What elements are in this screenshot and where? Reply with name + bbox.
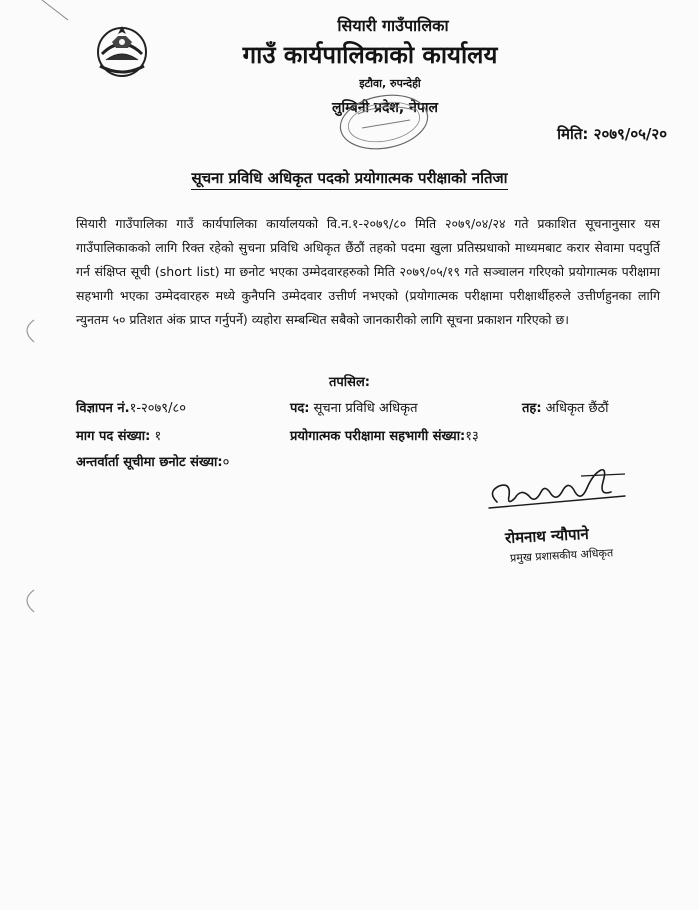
notice-subject [0, 168, 699, 188]
office-name: गाउँ कार्यपालिकाको कार्यालय [242, 41, 498, 69]
level-field [522, 398, 609, 416]
punch-hole-mark [18, 318, 38, 344]
issue-date [557, 124, 667, 144]
level-value: अधिकृत छैंठौं [545, 401, 609, 416]
interview-value: ० [222, 455, 230, 470]
office-stamp [328, 84, 438, 152]
municipality-name: सियारी गाउँपालिका [337, 16, 449, 35]
punch-hole-mark [18, 588, 38, 614]
province-name: लुम्बिनी प्रदेश, नेपाल [332, 100, 438, 116]
signatory-name: रोमनाथ न्यौपाने [504, 524, 590, 548]
scan-edge-line [40, 0, 70, 22]
interview-label: अन्तर्वार्ता सूचीमा छनोट संख्या: [76, 455, 223, 470]
date-label: मिति: [557, 125, 589, 143]
participants-label: प्रयोगात्मक परीक्षामा सहभागी संख्या: [290, 429, 466, 444]
date-value: २०७९/०५/२० [593, 125, 667, 143]
demand-count [76, 426, 161, 444]
post-label: पद: [290, 401, 310, 416]
post-field [290, 398, 418, 416]
participants-value: १३ [465, 429, 479, 444]
details-heading: तपसिल: [329, 375, 370, 390]
handwritten-signature [485, 462, 635, 520]
interview-count [76, 452, 229, 470]
advert-number [76, 398, 186, 416]
level-label: तह: [522, 401, 542, 416]
nepal-emblem-logo [92, 20, 152, 80]
post-value: सूचना प्रविधि अधिकृत [313, 401, 418, 416]
demand-value: १ [154, 429, 162, 444]
office-address: इटौवा, रुपन्देही [359, 77, 421, 90]
participants-count [290, 426, 479, 444]
demand-label: माग पद संख्या: [76, 429, 151, 444]
subject-text: सूचना प्रविधि अधिकृत पदको प्रयोगात्मक परीक्षाको नतिजा [191, 169, 507, 190]
advert-value: १-२०७९/८० [129, 401, 186, 416]
notice-body: सियारी गाउँपालिका गाउँ कार्यपालिका कार्यालयको वि.न.१-२०७९/८० मिति २०७९/०४/२४ गते प्रकाशित सूचनानुसार यस गाउँपालिकाकको लागि रिक्त रहेको सुचना प्रविधि अधिकृत छैंठौं तहको पदमा खुला प्रतिस्प्रधाको माध्यमबाट करार सेवामा पदपुर्ति गर्न संक्षिप्त सूची (short list) मा छनोट भएका उम्मेदवारहरुको मिति २०७९/०५/१९ गते सञ्चालन गरिएको प्रयोगात्मक परीक्षामा सहभागी भएका उम्मेदवारहरु मध्ये कुनैपनि उम्मेदवार उत्तीर्ण नभएको (प्रयोगात्मक परीक्षामा परीक्षार्थीहरुले उत्तीर्णहुनका लागि न्युनतम ५० प्रतिशत अंक प्राप्त गर्नुपर्ने) व्यहोरा सम्बन्धित सबैको जानकारीको लागि सूचना प्रकाशन गरिएको छ। [76, 216, 660, 327]
advert-label: विज्ञापन नं. [76, 401, 130, 416]
signatory-title: प्रमुख प्रशासकीय अधिकृत [509, 546, 614, 565]
